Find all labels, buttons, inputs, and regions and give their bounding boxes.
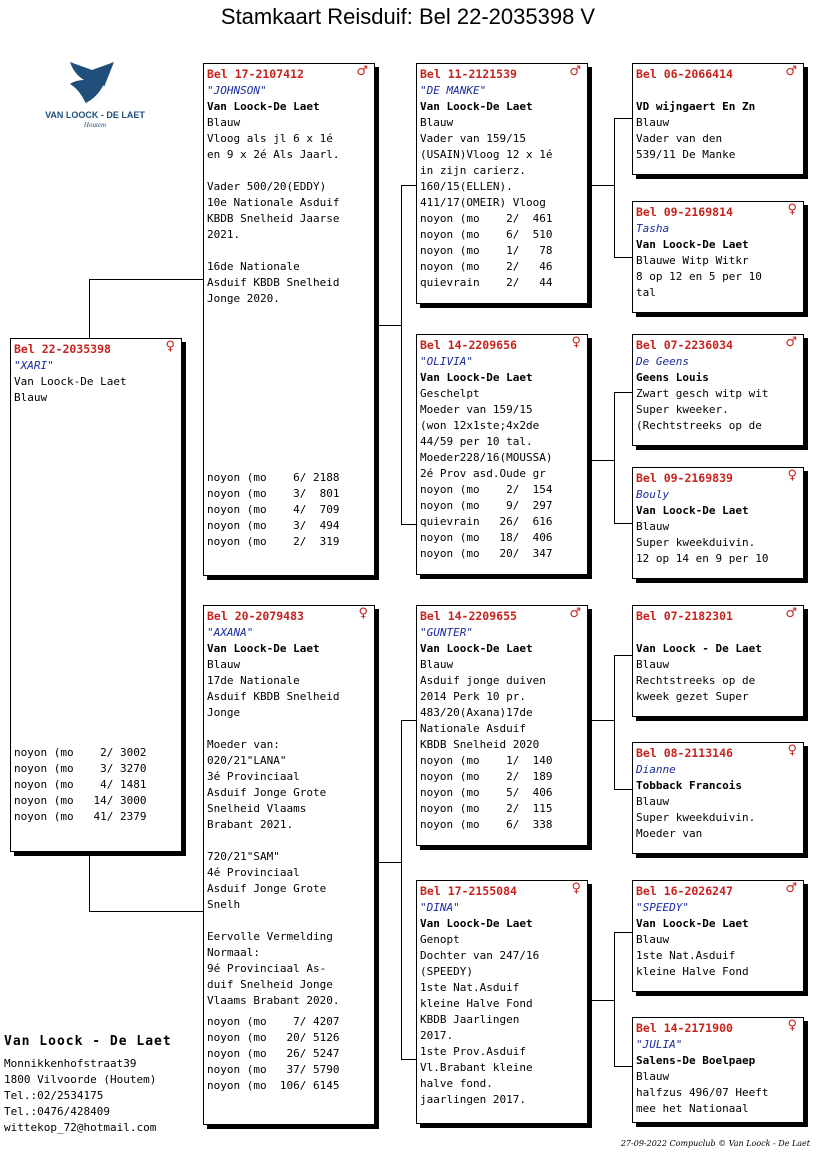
pigeon-card-ggp-mff[interactable] [632,605,804,717]
pigeon-name: Bouly [636,488,670,501]
ring-number: Bel 16-2026247 [636,884,733,898]
connector [591,460,615,461]
sex-icon: ♀ [787,202,797,217]
pigeon-name: De Geens [636,355,689,368]
pigeon-info: Blauw halfzus 496/07 Heeft mee het Nationaal [636,1070,769,1115]
ring-number: Bel 06-2066414 [636,67,733,81]
breeder-name: Van Loock-De Laet [207,642,320,655]
pigeon-name: "GUNTER" [420,626,473,639]
breeder-logo [40,60,150,132]
connector [614,392,634,393]
breeder-name: Van Loock-De Laet [207,100,320,113]
pigeon-card-maternal-grandfather[interactable] [416,605,588,846]
owner-name: Van Loock - De Laet [4,1034,172,1049]
ring-number: Bel 17-2155084 [420,884,517,898]
card-details [207,83,372,307]
connector [89,911,205,912]
card-details [636,354,801,434]
pigeon-info [636,625,801,641]
ring-number: Bel 14-2209656 [420,338,517,352]
owner-address: Monnikkenhofstraat39 [4,1057,137,1070]
pigeon-info: Blauw Vloog als jl 6 x 1é en 9 x 2é Als Jaarl. Vader 500/20(EDDY) 10e Nationale Asduif KBDB Snelheid Jaarse 2021. 16de Nationale Asduif KBDB Snelheid Jonge 2020. [207,116,340,305]
pigeon-card-ggp-fmm[interactable] [632,467,804,579]
pigeon-card-paternal-grandfather[interactable] [416,63,588,304]
ring-number: Bel 07-2182301 [636,609,733,623]
connector [614,789,634,790]
sex-icon: ♂ [569,606,581,621]
sex-icon: ♂ [785,606,797,621]
sex-icon: ♀ [787,1018,797,1033]
pigeon-info: Blauw [14,391,48,404]
owner-phone: Tel.:02/2534175 [4,1089,104,1102]
owner-mobile: Tel.:0476/428409 [4,1105,110,1118]
pigeon-name: "DE MANKE" [420,84,487,97]
breeder-name: Van Loock-De Laet [420,371,533,384]
race-results: noyon (mo 2/ 3002 noyon (mo 3/ 3270 noyon (mo 4/ 1481 noyon (mo 14/ 3000 noyon (mo 41/ 2379 [14,746,147,823]
card-details [420,354,585,562]
logo-sub-text: Houtem [83,121,107,129]
pigeon-card-maternal-grandmother[interactable] [416,880,588,1124]
ring-number: Bel 14-2171900 [636,1021,733,1035]
sex-icon: ♀ [787,743,797,758]
pigeon-info: Blauw 17de Nationale Asduif KBDB Snelheid Jonge Moeder van: 020/21"LANA" 3é Provinciaal Asduif Jonge Grote Snelheid Vlaams Brabant 2021. 720/21"SAM" 4é Provinciaal Asduif Jonge Grote Snelh Eervolle Vermelding Normaal: 9é Provinciaal As- duif Snelheid Jonge Vlaams Brabant 2020. [207,658,340,1007]
breeder-name: Van Loock-De Laet [420,100,533,113]
pigeon-name: "XARI" [14,359,54,372]
pigeon-card-ggp-ffm[interactable] [632,201,804,313]
sex-icon: ♀ [787,468,797,483]
pigeon-name: "JOHNSON" [207,84,267,97]
breeder-name: Van Loock-De Laet [420,917,533,930]
ring-number: Bel 09-2169839 [636,471,733,485]
connector [614,118,634,119]
card-details [636,487,801,567]
card-details [420,900,585,1108]
card-details [636,900,801,980]
connector [89,279,205,280]
pigeon-card-ggp-fff[interactable] [632,63,804,175]
connector [614,1066,634,1067]
breeder-name: Van Loock-De Laet [636,238,749,251]
breeder-name: Van Loock - De Laet [636,642,762,655]
pigeon-info: Geschelpt Moeder van 159/15 (won 12x1ste;4x2de 44/59 per 10 tal. Moeder228/16(MOUSSA) 2é Prov asd.Oude gr noyon (mo 2/ 154 noyon (mo 9/ 297 quievrain 26/ 616 noyon (mo 18/ 406 noyon (mo 20/ 347 [420,387,553,560]
ring-number: Bel 14-2209655 [420,609,517,623]
sex-icon: ♂ [356,64,368,79]
pigeon-card-ggp-mfm[interactable] [632,742,804,854]
pigeon-info: Blauw Super kweekduivin. 12 op 14 en 9 per 10 [636,520,769,565]
sex-icon: ♂ [785,335,797,350]
logo-brand-text: VAN LOOCK - DE LAET [45,110,145,120]
pigeon-info [636,83,801,99]
pigeon-info: Blauwe Witp Witkr 8 op 12 en 5 per 10 tal [636,254,762,299]
pigeon-card-mother[interactable] [203,605,375,1125]
connector [401,720,402,1060]
sex-icon: ♂ [785,881,797,896]
connector [614,118,615,258]
sex-icon: ♀ [165,339,175,354]
connector [89,852,90,912]
sex-icon: ♀ [571,881,581,896]
connector [614,932,634,933]
card-details [420,83,585,291]
card-details [636,762,801,842]
connector [614,523,634,524]
sex-icon: ♀ [358,606,368,621]
ring-number: Bel 09-2169814 [636,205,733,219]
owner-email[interactable]: wittekop_72@hotmail.com [4,1121,157,1134]
connector [614,932,615,1067]
sex-icon: ♂ [785,64,797,79]
card-details [636,625,801,705]
race-results: noyon (mo 6/ 2188 noyon (mo 3/ 801 noyon (mo 4/ 709 noyon (mo 3/ 494 noyon (mo 2/ 319 [207,471,340,548]
breeder-name: Geens Louis [636,371,709,384]
connector [614,257,634,258]
pigeon-info: Blauw Vader van 159/15 (USAIN)Vloog 12 x 1é in zijn carierz. 160/15(ELLEN). 411/17(OMEIR) Vloog noyon (mo 2/ 461 noyon (mo 6/ 510 noyon (mo 1/ 78 noyon (mo 2/ 46 quievrain 2/ 44 [420,116,553,289]
pigeon-info: Blauw Asduif jonge duiven 2014 Perk 10 pr. 483/20(Axana)17de Nationale Asduif KBDB Snelheid 2020 noyon (mo 1/ 140 noyon (mo 2/ 189 noyon (mo 5/ 406 noyon (mo 2/ 115 noyon (mo 6/ 338 [420,658,553,831]
pigeon-card-ggp-fmf[interactable] [632,334,804,446]
connector [614,392,615,524]
card-details [636,83,801,163]
ring-number: Bel 17-2107412 [207,67,304,81]
connector [378,325,402,326]
race-results: noyon (mo 7/ 4207 noyon (mo 20/ 5126 noyon (mo 26/ 5247 noyon (mo 37/ 5790 noyon (mo 106/ 6145 [207,1015,340,1092]
connector [378,862,402,863]
ring-number: Bel 08-2113146 [636,746,733,760]
owner-city: 1800 Vilvoorde (Houtem) [4,1073,157,1086]
pigeon-name: Dianne [636,763,676,776]
pigeon-card-father[interactable] [203,63,375,576]
footer-credit: 27-09-2022 Compuclub © Van Loock - De Laet [620,1139,810,1148]
breeder-name: Van Loock-De Laet [636,917,749,930]
pigeon-card-paternal-grandmother[interactable] [416,334,588,575]
pigeon-info: Blauw Super kweekduivin. Moeder van [636,795,756,840]
breeder-name: Van Loock-De Laet [636,504,749,517]
pigeon-info: Blauw Rechtstreeks op de kweek gezet Super [636,658,756,703]
sex-icon: ♂ [569,64,581,79]
ring-number: Bel 07-2236034 [636,338,733,352]
card-details [14,358,179,406]
card-details [420,625,585,833]
pigeon-card-ggp-mmm[interactable] [632,1017,804,1123]
breeder-name: Van Loock-De Laet [420,642,533,655]
owner-block [4,1034,172,1136]
pigeon-info: Van Loock-De Laet [14,375,127,388]
breeder-name: Salens-De Boelpaep [636,1054,756,1067]
pigeon-card-subject[interactable] [10,338,182,852]
connector [614,655,615,790]
card-details [636,1037,801,1117]
connector [614,655,634,656]
pigeon-name: "SPEEDY" [636,901,689,914]
breeder-name: VD wijngaert En Zn [636,100,756,113]
card-details [636,221,801,301]
pigeon-card-ggp-mmf[interactable] [632,880,804,992]
pigeon-info: Zwart gesch witp wit Super kweeker. (Rechtstreeks op de [636,387,769,432]
pigeon-info: Blauw Vader van den 539/11 De Manke [636,116,736,161]
connector [591,720,615,721]
pigeon-name: "JULIA" [636,1038,683,1051]
pigeon-info: Genopt Dochter van 247/16 (SPEEDY) 1ste Nat.Asduif kleine Halve Fond KBDB Jaarlingen 2017. 1ste Prov.Asduif Vl.Brabant kleine halve fond. jaarlingen 2017. [420,933,540,1106]
pigeon-name: "AXANA" [207,626,254,639]
ring-number: Bel 11-2121539 [420,67,517,81]
pigeon-info: Blauw 1ste Nat.Asduif kleine Halve Fond [636,933,749,978]
connector [89,279,90,341]
connector [591,185,615,186]
page-title: Stamkaart Reisduif: Bel 22-2035398 V [220,4,596,29]
connector [401,185,402,525]
pigeon-name: "OLIVIA" [420,355,473,368]
card-details [207,625,372,1009]
breeder-name: Tobback Francois [636,779,742,792]
sex-icon: ♀ [571,335,581,350]
connector [591,1000,615,1001]
pigeon-logo-icon [40,60,150,110]
pigeon-name: Tasha [636,222,670,235]
ring-number: Bel 22-2035398 [14,342,111,356]
pigeon-name: "DINA" [420,901,460,914]
ring-number: Bel 20-2079483 [207,609,304,623]
